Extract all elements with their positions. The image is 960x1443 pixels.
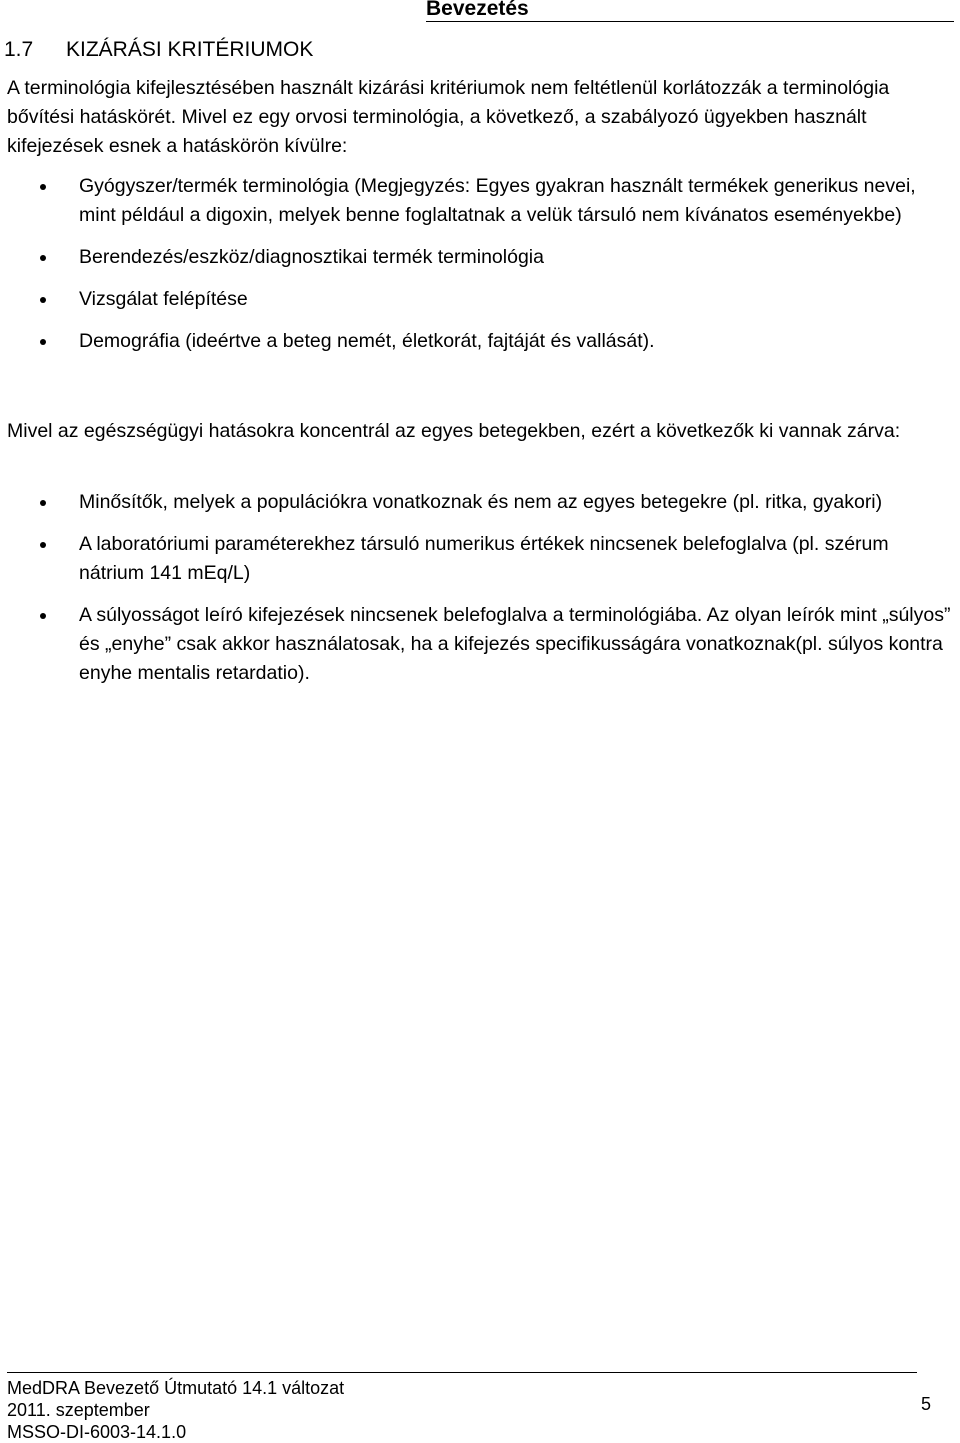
list-item <box>0 530 952 588</box>
list-item-text: Berendezés/eszköz/diagnosztikai termék terminológia <box>79 246 544 268</box>
list-item-text: A súlyosságot leíró kifejezések nincsenek belefoglalva a terminológiába. Az olyan leírók mint „súlyos” és „enyhe” csak akkor használatosak, ha a kifejezés specifikusságára vonatkoznak(pl. súlyos kontra enyhe mentalis retardatio). <box>79 604 951 684</box>
list-item <box>0 327 952 356</box>
bullet-icon <box>40 613 46 619</box>
bullet-icon <box>40 184 46 190</box>
list-item-text: Vizsgálat felépítése <box>79 288 248 310</box>
list-item <box>0 243 952 272</box>
bullet-icon <box>40 542 46 548</box>
bullet-icon <box>40 297 46 303</box>
list-item <box>0 601 952 688</box>
bullet-icon <box>40 339 46 345</box>
list-item-text: Minősítők, melyek a populációkra vonatkoznak és nem az egyes betegekre (pl. ritka, gyakori) <box>79 491 883 513</box>
footer-rule <box>7 1372 917 1373</box>
page-number: 5 <box>921 1394 932 1414</box>
section-number: 1.7 <box>4 38 34 61</box>
excluded-terms-list <box>0 172 952 369</box>
footer-document-id: MSSO-DI-6003-14.1.0 <box>7 1422 187 1442</box>
list-item <box>0 285 952 314</box>
section-title: KIZÁRÁSI KRITÉRIUMOK <box>66 38 314 61</box>
intro-paragraph: A terminológia kifejlesztésében használt kizárási kritériumok nem feltétlenül korlátozzák a terminológia bővítési hatáskörét. Mivel ez egy orvosi terminológia, a következő, a szabályozó ügyekben használt kifejezések esnek a hatáskörön kívülre: <box>7 77 890 157</box>
footer-date: 2011. szeptember <box>7 1400 150 1420</box>
bullet-icon <box>40 255 46 261</box>
list-item <box>0 172 952 230</box>
list-item <box>0 488 952 517</box>
second-paragraph: Mivel az egészségügyi hatásokra koncentrál az egyes betegekben, ezért a következők ki vannak zárva: <box>7 420 901 442</box>
section-heading <box>4 36 313 64</box>
list-item-text: Demográfia (ideértve a beteg nemét, életkorát, fajtáját és vallását). <box>79 330 655 352</box>
list-item-text: A laboratóriumi paraméterekhez társuló numerikus értékek nincsenek belefoglalva (pl. szérum nátrium 141 mEq/L) <box>79 533 889 584</box>
excluded-items-list <box>0 488 952 701</box>
footer-document-title: MedDRA Bevezető Útmutató 14.1 változat <box>7 1378 345 1398</box>
list-item-text: Gyógyszer/termék terminológia (Megjegyzés: Egyes gyakran használt termékek generikus nevei, mint például a digoxin, melyek benne foglaltatnak a velük társuló nem kívánatos eseményekbe) <box>79 175 916 226</box>
bullet-icon <box>40 500 46 506</box>
header-rule <box>426 21 954 22</box>
running-header: Bevezetés <box>426 0 529 20</box>
